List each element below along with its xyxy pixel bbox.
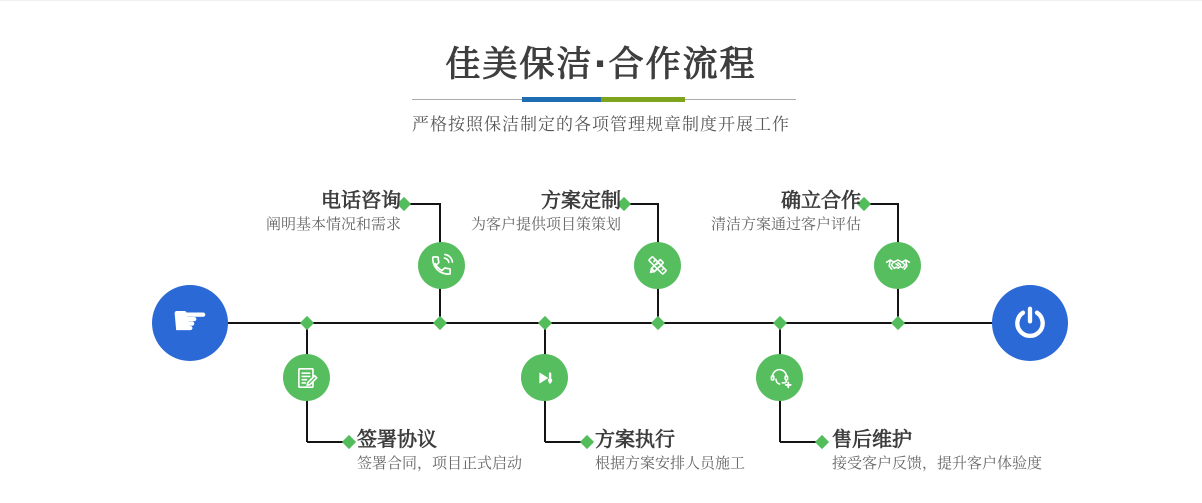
connector-stub [545, 441, 584, 443]
divider-blue-segment [522, 97, 601, 102]
connector-stub [307, 441, 346, 443]
step-desc: 根据方案安排人员施工 [595, 454, 746, 472]
step-forward-icon [532, 365, 558, 391]
handshake-icon [884, 252, 912, 280]
step-desc: 清洁方案通过客户评估 [710, 215, 861, 233]
step-desc: 接受客户反馈，提升客户体验度 [832, 454, 1043, 472]
step-node-cooperation [874, 242, 921, 289]
step-title: 方案定制 [541, 188, 621, 212]
step-desc: 签署合同，项目正式启动 [357, 454, 523, 472]
step-node-plan-custom [634, 242, 681, 289]
step-label-execution [595, 428, 745, 472]
power-icon [1010, 303, 1050, 343]
label-tip-diamond [815, 435, 829, 449]
step-node-aftersale [756, 354, 803, 401]
headset-plus-icon [766, 364, 793, 391]
title-divider [412, 96, 796, 103]
timeline-node-diamond [773, 316, 787, 330]
step-desc: 为客户提供项目策策划 [470, 215, 621, 233]
step-title: 售后维护 [832, 427, 912, 451]
end-node [992, 285, 1068, 361]
start-node [152, 285, 228, 361]
step-label-cooperation [711, 189, 861, 233]
connector-stub [780, 441, 819, 443]
timeline-node-diamond [300, 316, 314, 330]
step-node-execution [521, 354, 568, 401]
step-label-phone-consult [266, 189, 401, 233]
step-label-plan-custom [471, 189, 621, 233]
step-title: 签署协议 [357, 427, 437, 451]
divider-green-segment [601, 97, 685, 102]
step-label-aftersale [832, 428, 1042, 472]
step-label-contract [357, 428, 522, 472]
connector-stub [627, 203, 658, 205]
label-tip-diamond [580, 435, 594, 449]
step-node-contract [283, 354, 330, 401]
pointing-hand-icon: ☛ [171, 296, 209, 345]
timeline-node-diamond [433, 316, 447, 330]
timeline-node-diamond [651, 316, 665, 330]
contract-icon [294, 365, 320, 391]
page-title: 佳美保洁·合作流程 [445, 45, 757, 85]
timeline-node-diamond [891, 316, 905, 330]
page-subtitle: 严格按照保洁制定的各项管理规章制度开展工作 [412, 115, 790, 135]
step-title: 电话咨询 [321, 188, 401, 212]
phone-icon [428, 252, 455, 279]
step-title: 方案执行 [595, 427, 675, 451]
step-desc: 阐明基本情况和需求 [265, 215, 401, 233]
step-title: 确立合作 [781, 188, 861, 212]
pencil-ruler-icon [644, 252, 671, 279]
step-node-phone [418, 242, 465, 289]
label-tip-diamond [342, 435, 356, 449]
connector-stub [867, 203, 898, 205]
timeline-node-diamond [538, 316, 552, 330]
connector-stub [407, 203, 440, 205]
